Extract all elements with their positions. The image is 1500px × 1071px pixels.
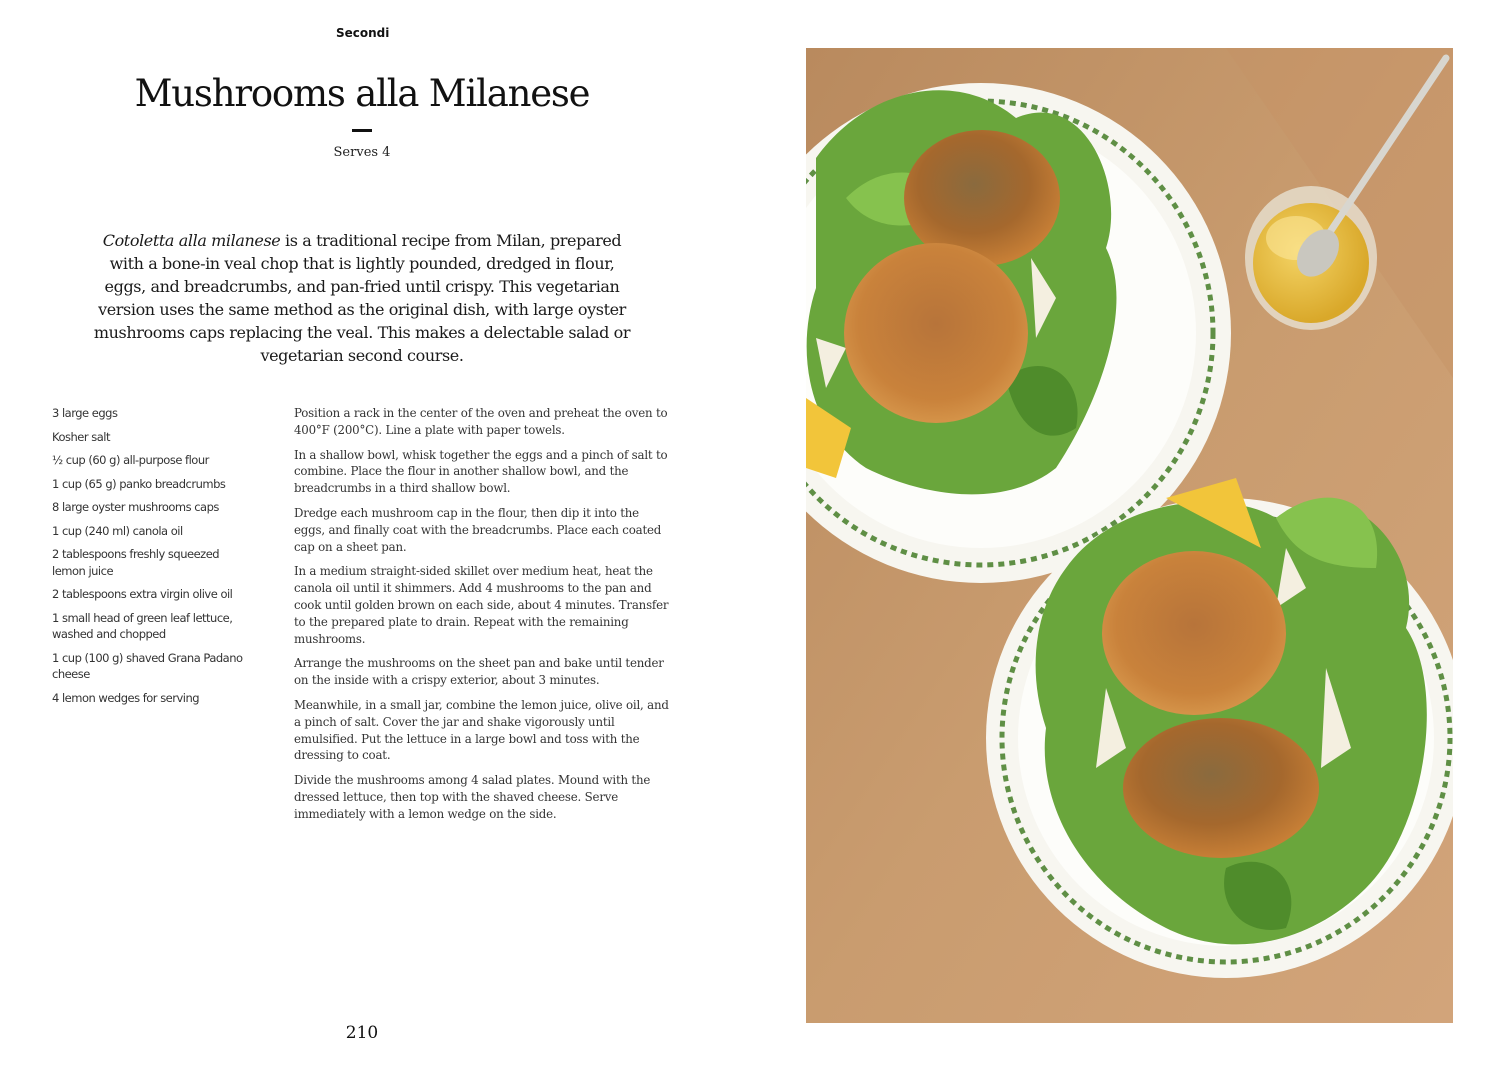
recipe-title: Mushrooms alla Milanese (134, 72, 590, 115)
ingredient-item: 1 cup (240 ml) canola oil (52, 523, 183, 538)
intro-italic: Cotoletta alla milanese (102, 231, 281, 250)
method-step: Arrange the mushrooms on the sheet pan and bake until tender on the inside with a crispy exterior, about 3 minutes. (294, 656, 664, 688)
ingredient-item: Kosher salt (52, 429, 110, 444)
ingredient-item: 4 lemon wedges for serving (52, 690, 200, 705)
section-label: Secondi (336, 26, 390, 40)
method-step: Dredge each mushroom cap in the flour, then dip it into the eggs, and finally coat with the breadcrumbs. Place each coated cap on a sheet pan. (294, 505, 662, 554)
food-photo-illustration (806, 48, 1453, 1023)
ingredient-item: 8 large oyster mushrooms caps (52, 500, 219, 514)
ingredients-list (52, 405, 252, 713)
method-step: Divide the mushrooms among 4 salad plates. Mound with the dressed lettuce, then top with the shaved cheese. Serve immediately with a lemon wedge on the side. (294, 773, 651, 821)
method-step: Meanwhile, in a small jar, combine the lemon juice, olive oil, and a pinch of salt. Cover the jar and shake vigorously until emulsified. Put the lettuce in a large bowl and toss with the dressing to coat. (294, 697, 669, 763)
fried-mushroom-middle (844, 243, 1028, 423)
serves-line: Serves 4 (333, 145, 391, 160)
ingredient-item: ½ cup (60 g) all-purpose flour (52, 453, 209, 467)
fried-mushroom-lower (1123, 718, 1319, 858)
method-step: In a medium straight-sided skillet over medium heat, heat the canola oil until it shimmers. Add 4 mushrooms to the pan and cook until golden brown on each side, about 4 minutes. Transfer to the prepared plate to drain. Repeat with the remaining mushrooms. (294, 564, 669, 646)
page-number: 210 (345, 1023, 379, 1043)
method-step: In a shallow bowl, whisk together the eggs and a pinch of salt to combine. Place the flour in another shallow bowl, and the breadcrumbs in a third shallow bowl. (294, 447, 668, 496)
ingredient-item: 1 cup (100 g) shaved Grana Padano cheese (52, 650, 243, 681)
fried-mushroom-upper (1102, 551, 1286, 715)
recipe-intro (92, 229, 632, 367)
intro-text: is a traditional recipe from Milan, prepared with a bone-in veal chop that is lightly pounded, dredged in flour, eggs, and breadcrumbs, and pan-fried until crispy. This vegetarian version uses the same method as the original dish, with large oyster mushrooms caps replacing the veal. This makes a delectable salad or vegetarian second course. (93, 231, 631, 365)
food-photo (806, 48, 1453, 1023)
ingredient-item: 1 cup (65 g) panko breadcrumbs (52, 476, 226, 491)
ingredient-item: 3 large eggs (52, 406, 118, 420)
title-rule (352, 129, 372, 132)
ingredient-item: 2 tablespoons extra virgin olive oil (52, 587, 233, 601)
ingredient-item: 1 small head of green leaf lettuce, washed and chopped (52, 610, 233, 641)
method-steps (294, 405, 669, 831)
ingredient-item: 2 tablespoons freshly squeezed lemon juice (52, 547, 220, 578)
method-step: Position a rack in the center of the oven and preheat the oven to 400°F (200°C). Line a plate with paper towels. (294, 406, 668, 437)
